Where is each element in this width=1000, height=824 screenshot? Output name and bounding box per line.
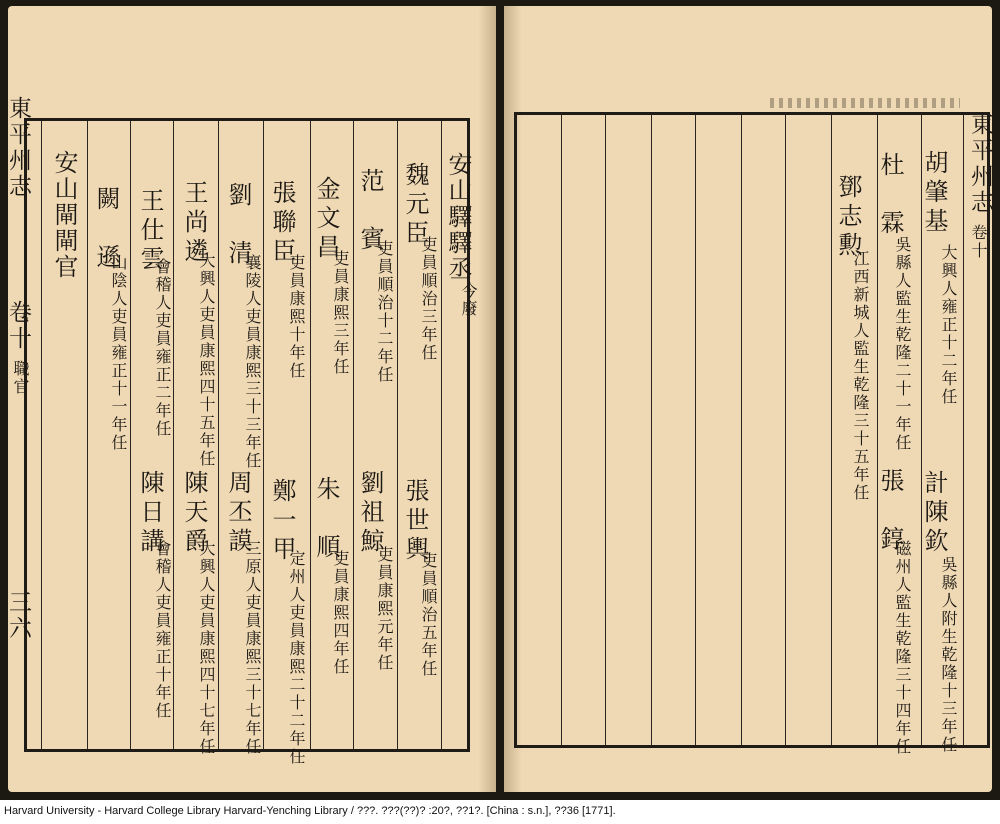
entry-note: 吳縣人監生乾隆二十一年任 — [893, 236, 912, 452]
entry-note: 大興人雍正十二年任 — [939, 244, 958, 406]
entry-note: 定州人吏員康熙二十二年任 — [287, 550, 306, 766]
entry-name: 杜 霖 — [876, 152, 904, 239]
entry-name: 周丕謨 — [224, 470, 252, 557]
entry-note: 吏員康熙十年任 — [287, 254, 306, 380]
entry-name: 計陳欽 — [920, 470, 948, 557]
book-title: 東平州志 — [5, 96, 31, 200]
entry-note: 會稽人吏員雍正二年任 — [153, 258, 172, 438]
faded-header-strip — [770, 98, 960, 108]
entry-note: 吏員康熙元年任 — [375, 546, 394, 672]
entry-name: 劉祖鯨 — [356, 470, 384, 557]
entry-name: 劉 清 — [224, 182, 252, 269]
book-title: 東平州志 — [967, 112, 993, 216]
right-text-frame — [514, 112, 993, 748]
entry-name: 鄧志勲 — [834, 174, 862, 261]
entry-note: 吏員順治十二年任 — [375, 240, 394, 384]
entry-note: 磁州人監生乾隆三十四年任 — [893, 540, 912, 756]
column-heading: 安山閘閘官 — [50, 150, 78, 280]
entry-name: 鄭一甲 — [268, 478, 296, 565]
entry-note: 大興人吏員康熙四十五年任 — [197, 252, 216, 468]
entry-name: 張 錞 — [876, 468, 904, 555]
entry-note: 山陰人吏員雍正十一年任 — [109, 254, 128, 452]
source-caption: Harvard University - Harvard College Library Harvard-Yenching Library / ???. ???(??)? :20?, ??1?. [China : s.n.], ??36 [1771]. — [4, 805, 616, 817]
entry-note: 會稽人吏員雍正十年任 — [153, 540, 172, 720]
gutter-shadow — [478, 6, 496, 792]
column-heading: 安山驛驛丞 — [444, 152, 472, 282]
entry-note: 吳縣人附生乾隆十三年任 — [939, 556, 958, 754]
entry-name: 胡肇基 — [920, 150, 948, 237]
status-note: 今廢 — [459, 282, 478, 318]
entry-name: 王尚遴 — [180, 180, 208, 267]
entry-note: 三原人吏員康熙三十七年任 — [243, 540, 262, 756]
folio-number: 三六 — [5, 590, 31, 642]
entry-name: 金文昌 — [312, 176, 340, 263]
section-label: 職官 — [11, 360, 30, 396]
entry-note: 吏員康熙四年任 — [331, 550, 350, 676]
entry-name: 王仕雲 — [136, 188, 164, 275]
entry-note: 吏員順治五年任 — [419, 552, 438, 678]
entry-note: 吏員順治三年任 — [419, 236, 438, 362]
entry-note: 襄陵人吏員康熙三十三年任 — [243, 254, 262, 470]
entry-name: 闕 遜 — [92, 186, 120, 273]
entry-note: 吏員康熙三年任 — [331, 250, 350, 376]
entry-note: 大興人吏員康熙四十七年任 — [197, 540, 216, 756]
entry-name: 張世輿 — [401, 478, 429, 565]
entry-name: 魏元臣 — [401, 162, 429, 249]
entry-name: 范 賓 — [356, 168, 384, 255]
entry-note: 江西新城人監生乾隆三十五年任 — [851, 250, 870, 502]
entry-name: 陳日講 — [136, 470, 164, 557]
entry-name: 朱 順 — [312, 476, 340, 563]
volume-label: 卷十 — [969, 224, 988, 260]
entry-name: 張聯臣 — [268, 180, 296, 267]
volume-label: 卷十 — [5, 300, 31, 352]
entry-name: 陳天爵 — [180, 470, 208, 557]
